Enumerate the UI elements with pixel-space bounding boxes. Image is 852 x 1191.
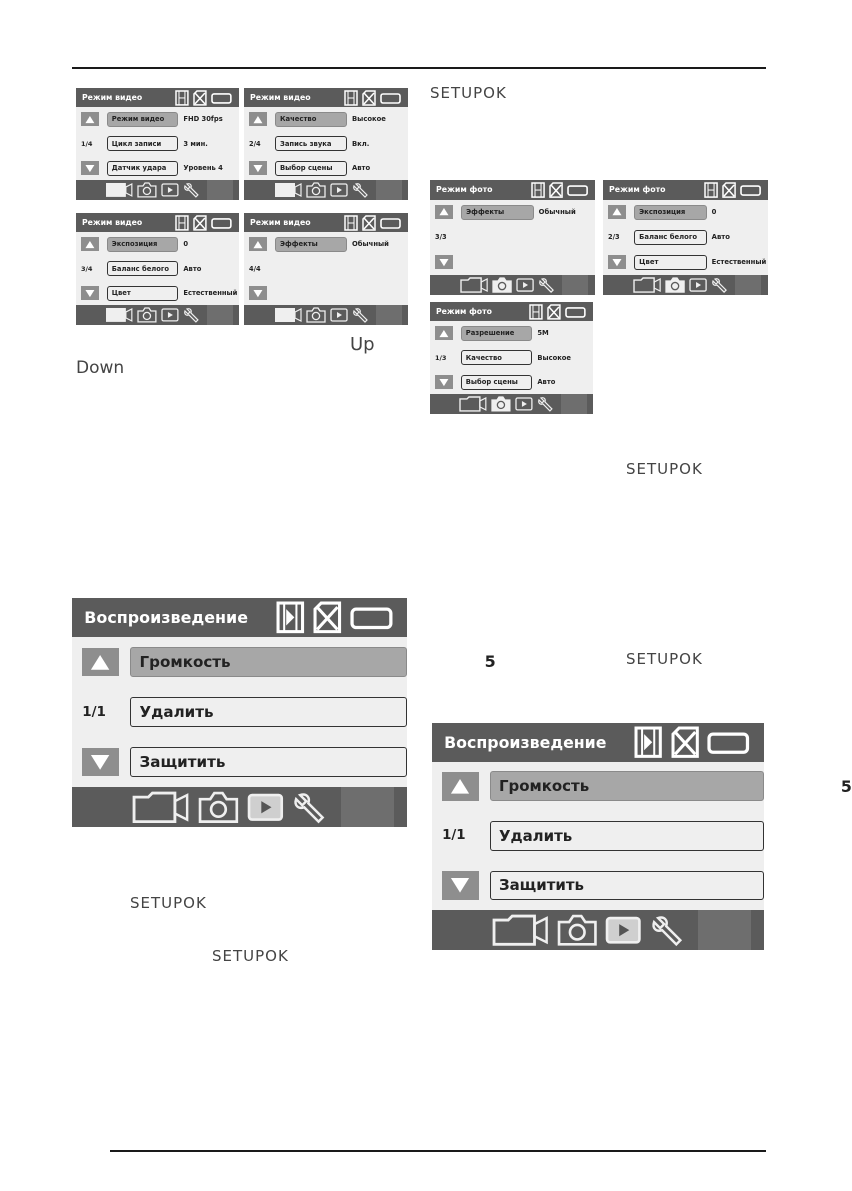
menu-row[interactable]: [244, 235, 408, 254]
screen-title: Воспроизведение: [84, 607, 248, 627]
photo-mode-icon[interactable]: [198, 791, 239, 824]
menu-item-value: 0: [711, 208, 717, 217]
scroll-up-button[interactable]: [435, 205, 453, 219]
photo-menu-screen: [430, 180, 595, 295]
film-strip-icon: [529, 304, 543, 320]
scroll-down-button[interactable]: [608, 255, 626, 269]
scroll-up-button[interactable]: [435, 326, 453, 340]
menu-row[interactable]: [72, 693, 407, 731]
settings-wrench-icon[interactable]: [711, 277, 729, 293]
menu-item-label[interactable]: Защитить: [130, 747, 407, 777]
page-indicator: 4/4: [249, 264, 261, 273]
scroll-down-button[interactable]: [249, 286, 267, 300]
menu-item-value: 5: [484, 652, 496, 672]
row-lead: [442, 871, 486, 899]
video-menu-screen: [76, 213, 239, 325]
row-lead: [81, 112, 105, 126]
settings-wrench-icon[interactable]: [650, 914, 686, 946]
menu-row[interactable]: [244, 259, 408, 278]
footer-block: [376, 305, 402, 325]
row-lead: [435, 233, 459, 241]
row-lead: [442, 828, 486, 843]
footer-block: [735, 275, 761, 295]
menu-item-label[interactable]: Цвет: [634, 255, 706, 270]
video-mode-icon[interactable]: [492, 914, 549, 946]
triangle-up-icon: [439, 208, 449, 215]
caption-setupok-mid: SETUPOK: [626, 460, 703, 478]
row-lead: [82, 704, 126, 720]
scroll-down-button[interactable]: [81, 286, 99, 300]
menu-row[interactable]: [603, 228, 768, 247]
triangle-down-icon: [612, 259, 622, 266]
menu-row[interactable]: [432, 768, 852, 806]
menu-item-value: 5M: [537, 329, 549, 338]
screen-header: [430, 302, 593, 321]
row-lead: [249, 161, 273, 175]
menu-row[interactable]: [76, 259, 239, 278]
row-lead: [249, 237, 273, 251]
status-icons: [344, 90, 402, 106]
menu-item-label[interactable]: Выбор сцены: [275, 161, 347, 176]
menu-item-label[interactable]: Выбор сцены: [461, 375, 533, 390]
video-mode-icon[interactable]: [460, 277, 488, 293]
menu-row[interactable]: [76, 284, 239, 303]
menu-item-value: Авто: [352, 164, 371, 173]
playback-menu-screen: [72, 598, 496, 827]
bottom-rule: [110, 1150, 766, 1152]
triangle-up-icon: [85, 241, 95, 248]
status-icons: [531, 182, 589, 198]
battery-icon: [211, 215, 233, 231]
status-icons: [529, 304, 587, 320]
film-strip-icon: [175, 215, 189, 231]
page-indicator: 1/4: [80, 139, 93, 148]
menu-item-label[interactable]: Удалить: [130, 697, 407, 727]
footer-block: [341, 787, 394, 827]
menu-item-value: Авто: [183, 264, 202, 273]
screen-header: [72, 598, 407, 637]
no-card-icon: [549, 182, 563, 198]
video-menu-screen: [244, 88, 408, 200]
no-card-icon: [547, 304, 561, 320]
scroll-down-button[interactable]: [82, 748, 119, 777]
row-lead: [435, 326, 459, 340]
status-icons: [704, 182, 762, 198]
playback-mode-icon[interactable]: [516, 278, 534, 292]
status-icons: [344, 215, 402, 231]
screen-header: [432, 723, 764, 762]
triangle-up-icon: [253, 241, 263, 248]
film-strip-icon: [344, 90, 358, 106]
triangle-down-icon: [85, 165, 95, 172]
video-mode-icon[interactable]: [633, 277, 661, 293]
scroll-up-button[interactable]: [442, 772, 478, 800]
row-lead: [81, 161, 105, 175]
menu-row[interactable]: [430, 203, 595, 222]
menu-item-value: Авто: [711, 233, 730, 242]
battery-icon: [567, 182, 589, 198]
no-card-icon: [362, 90, 376, 106]
screen-header: [244, 213, 408, 232]
scroll-up-button[interactable]: [249, 237, 267, 251]
row-lead: [81, 237, 105, 251]
scroll-up-button[interactable]: [81, 237, 99, 251]
settings-wrench-icon[interactable]: [537, 396, 555, 412]
page-indicator: 1/1: [82, 703, 106, 720]
screen-title: Режим видео: [81, 218, 143, 228]
no-card-icon: [722, 182, 736, 198]
footer-block: [207, 305, 233, 325]
menu-row[interactable]: [76, 159, 239, 178]
caption-down: Down: [76, 358, 125, 378]
page-indicator: 3/3: [435, 233, 447, 242]
battery-icon: [380, 215, 402, 231]
menu-item-value: Вкл.: [352, 139, 370, 148]
menu-item-label[interactable]: Защитить: [490, 871, 764, 901]
menu-row[interactable]: [244, 159, 408, 178]
menu-row[interactable]: [72, 643, 496, 681]
scroll-down-button[interactable]: [442, 871, 478, 899]
menu-item-label[interactable]: Баланс белого: [107, 261, 179, 276]
scroll-up-button[interactable]: [82, 648, 119, 677]
menu-item-value: Авто: [537, 378, 556, 387]
caption-setupok-lower-1: SETUPOK: [130, 894, 207, 912]
footer-block: [376, 180, 402, 200]
menu-row[interactable]: [432, 867, 764, 905]
menu-item-label[interactable]: Запись звука: [275, 136, 347, 151]
no-card-icon: [193, 215, 207, 231]
settings-wrench-icon[interactable]: [183, 182, 201, 198]
photo-menu-screen: [603, 180, 768, 295]
menu-item-value: Обычный: [538, 208, 576, 217]
menu-row[interactable]: [430, 348, 593, 367]
menu-item-label[interactable]: Громкость: [490, 771, 764, 801]
menu-row[interactable]: [432, 817, 764, 855]
scroll-down-button[interactable]: [249, 161, 267, 175]
mode-toolbar: [432, 910, 764, 950]
row-lead: [82, 748, 126, 777]
video-mode-icon[interactable]: [274, 307, 302, 323]
row-lead: [249, 265, 273, 273]
menu-item-label[interactable]: Качество: [461, 350, 533, 365]
menu-row[interactable]: [244, 110, 408, 129]
playback-film-icon: [634, 726, 662, 758]
menu-row[interactable]: [72, 743, 407, 781]
menu-item-value: Уровень 4: [183, 164, 223, 173]
playback-film-icon: [276, 601, 305, 634]
menu-item-value: FHD 30fps: [183, 115, 223, 124]
triangle-up-icon: [253, 116, 263, 123]
screen-header: [430, 180, 595, 200]
photo-mode-icon[interactable]: [137, 182, 157, 198]
row-lead: [608, 255, 632, 269]
playback-mode-icon[interactable]: [330, 308, 348, 322]
screen-header: [76, 213, 239, 232]
menu-item-label[interactable]: Режим видео: [107, 112, 179, 127]
screen-title: Режим фото: [435, 307, 492, 317]
video-menu-screen: [76, 88, 239, 200]
status-icons: [276, 601, 394, 634]
menu-item-value: Обычный: [352, 240, 389, 249]
menu-item-label[interactable]: Экспозиция: [107, 237, 179, 252]
row-lead: [608, 233, 632, 241]
film-strip-icon: [531, 182, 545, 198]
battery-icon: [565, 304, 587, 320]
row-lead: [81, 140, 105, 148]
menu-item-value: Высокое: [537, 353, 572, 362]
menu-row[interactable]: [603, 203, 768, 222]
menu-item-label[interactable]: Цвет: [107, 286, 179, 301]
row-lead: [435, 255, 459, 269]
screen-title: Режим видео: [81, 93, 143, 103]
menu-row[interactable]: [430, 324, 593, 343]
mode-toolbar: [76, 305, 239, 325]
mode-toolbar: [244, 305, 408, 325]
row-lead: [249, 112, 273, 126]
status-icons: [175, 215, 233, 231]
page-indicator: 1/3: [434, 353, 447, 362]
menu-row[interactable]: [76, 110, 239, 129]
scroll-up-button[interactable]: [81, 112, 99, 126]
playback-mode-icon[interactable]: [161, 183, 179, 197]
playback-mode-icon[interactable]: [247, 793, 284, 822]
row-lead: [435, 205, 459, 219]
playback-mode-icon[interactable]: [689, 278, 707, 292]
menu-item-value: Естественный: [711, 258, 767, 267]
settings-wrench-icon[interactable]: [352, 307, 370, 323]
photo-mode-icon[interactable]: [665, 277, 685, 293]
playback-mode-icon[interactable]: [161, 308, 179, 322]
page-indicator: 2/4: [249, 139, 261, 148]
footer-block: [207, 180, 233, 200]
menu-row[interactable]: [430, 228, 595, 247]
mode-toolbar: [244, 180, 408, 200]
no-card-icon: [671, 726, 699, 758]
no-card-icon: [193, 90, 207, 106]
photo-mode-icon[interactable]: [306, 182, 326, 198]
menu-item-label[interactable]: Громкость: [130, 647, 407, 677]
battery-icon: [740, 182, 762, 198]
video-mode-icon[interactable]: [105, 307, 133, 323]
scroll-down-button[interactable]: [435, 375, 453, 389]
menu-row[interactable]: [244, 284, 408, 303]
footer-block: [562, 275, 588, 295]
menu-row[interactable]: [244, 134, 408, 153]
menu-item-label[interactable]: Датчик удара: [107, 161, 179, 176]
video-mode-icon[interactable]: [105, 182, 133, 198]
status-icons: [175, 90, 233, 106]
screen-title: Режим фото: [609, 185, 666, 195]
triangle-down-icon: [253, 165, 263, 172]
menu-item-label[interactable]: Экспозиция: [634, 205, 706, 220]
settings-wrench-icon[interactable]: [183, 307, 201, 323]
playback-mode-icon[interactable]: [330, 183, 348, 197]
menu-item-label[interactable]: Эффекты: [461, 205, 533, 220]
menu-item-label[interactable]: Эффекты: [275, 237, 347, 252]
row-lead: [435, 375, 459, 389]
row-lead: [608, 205, 632, 219]
row-lead: [442, 772, 486, 800]
caption-setupok-top: SETUPOK: [430, 84, 507, 102]
menu-row[interactable]: [430, 253, 595, 272]
caption-setupok-lower-2: SETUPOK: [212, 947, 289, 965]
menu-item-value: 3 мин.: [183, 139, 208, 148]
menu-item-value: Высокое: [352, 115, 386, 124]
menu-row[interactable]: [76, 235, 239, 254]
triangle-up-icon: [85, 116, 95, 123]
scroll-down-button[interactable]: [435, 255, 453, 269]
photo-mode-icon[interactable]: [137, 307, 157, 323]
screen-header: [603, 180, 768, 200]
footer-block: [698, 910, 751, 950]
photo-mode-icon[interactable]: [492, 277, 512, 293]
page-indicator: 3/4: [80, 264, 93, 273]
scroll-up-button[interactable]: [608, 205, 626, 219]
caption-up: Up: [350, 334, 375, 355]
mode-toolbar: [76, 180, 239, 200]
row-lead: [81, 286, 105, 300]
film-strip-icon: [344, 215, 358, 231]
screen-title: Режим фото: [436, 185, 493, 195]
triangle-down-icon: [253, 290, 263, 297]
playback-mode-icon[interactable]: [515, 397, 533, 411]
triangle-down-icon: [439, 259, 449, 266]
menu-row[interactable]: [603, 253, 768, 272]
battery-icon: [350, 601, 395, 634]
triangle-up-icon: [450, 779, 470, 794]
screen-title: Режим видео: [250, 93, 311, 103]
top-rule: [72, 67, 766, 69]
battery-icon: [707, 726, 752, 758]
footer-block: [561, 394, 587, 414]
screen-header: [76, 88, 239, 107]
triangle-up-icon: [439, 330, 449, 337]
triangle-down-icon: [90, 755, 110, 770]
playback-menu-screen: [432, 723, 852, 950]
screen-header: [244, 88, 408, 107]
video-menu-screen: [244, 213, 408, 325]
photo-menu-screen: [430, 302, 593, 414]
row-lead: [249, 140, 273, 148]
menu-item-label[interactable]: Баланс белого: [634, 230, 706, 245]
settings-wrench-icon[interactable]: [292, 791, 329, 824]
row-lead: [82, 648, 126, 677]
triangle-down-icon: [439, 379, 449, 386]
battery-icon: [211, 90, 233, 106]
page-indicator: 2/3: [608, 233, 620, 242]
photo-mode-icon[interactable]: [306, 307, 326, 323]
menu-item-label[interactable]: Удалить: [490, 821, 764, 851]
menu-row[interactable]: [76, 134, 239, 153]
playback-mode-icon[interactable]: [605, 916, 641, 944]
scroll-up-button[interactable]: [249, 112, 267, 126]
photo-mode-icon[interactable]: [491, 396, 511, 412]
no-card-icon: [362, 215, 376, 231]
video-mode-icon[interactable]: [274, 182, 302, 198]
row-lead: [435, 354, 459, 362]
menu-item-label[interactable]: Разрешение: [461, 326, 533, 341]
row-lead: [249, 286, 273, 300]
menu-item-label[interactable]: Качество: [275, 112, 347, 127]
settings-wrench-icon[interactable]: [352, 182, 370, 198]
page-indicator: 1/1: [442, 828, 466, 844]
menu-item-value: 0: [183, 240, 189, 249]
screen-title: Режим видео: [250, 218, 311, 228]
status-icons: [634, 726, 751, 758]
triangle-up-icon: [90, 655, 110, 670]
battery-icon: [380, 90, 402, 106]
mode-toolbar: [430, 394, 593, 414]
scroll-down-button[interactable]: [81, 161, 99, 175]
settings-wrench-icon[interactable]: [538, 277, 556, 293]
photo-mode-icon[interactable]: [557, 914, 597, 946]
film-strip-icon: [704, 182, 718, 198]
menu-item-value: Естественный: [183, 289, 238, 298]
triangle-down-icon: [450, 878, 470, 893]
video-mode-icon[interactable]: [459, 396, 487, 412]
menu-row[interactable]: [430, 373, 593, 392]
film-strip-icon: [175, 90, 189, 106]
triangle-up-icon: [612, 208, 622, 215]
menu-item-label[interactable]: Цикл записи: [107, 136, 179, 151]
mode-toolbar: [430, 275, 595, 295]
mode-toolbar: [72, 787, 407, 827]
row-lead: [81, 265, 105, 273]
mode-toolbar: [603, 275, 768, 295]
triangle-down-icon: [85, 290, 95, 297]
menu-item-value: 5: [840, 776, 852, 796]
caption-setupok-right: SETUPOK: [626, 650, 703, 668]
video-mode-icon[interactable]: [132, 791, 189, 824]
no-card-icon: [313, 601, 342, 634]
screen-title: Воспроизведение: [444, 732, 607, 752]
